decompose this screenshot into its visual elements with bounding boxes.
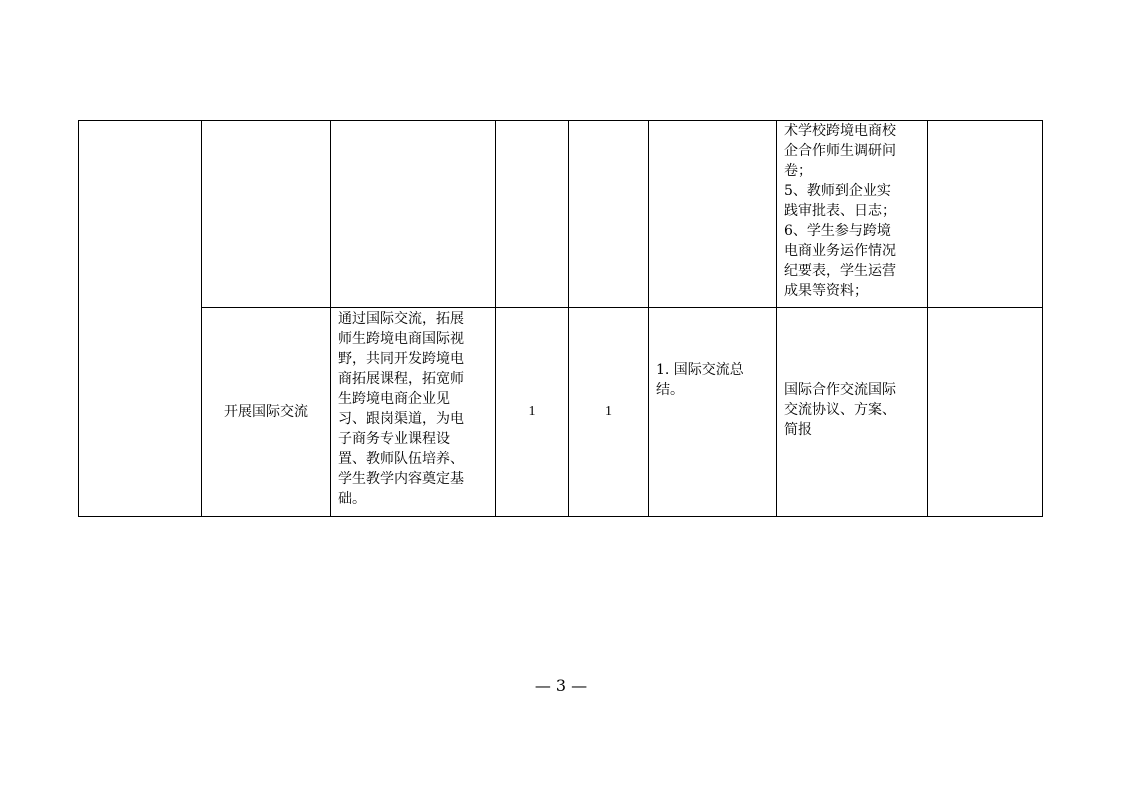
evidence-line: 企合作师生调研问 <box>784 143 896 159</box>
evidence-line: 术学校跨境电商校 <box>784 123 896 139</box>
evidence-line: 践审批表、日志； <box>784 203 896 219</box>
category-cell <box>79 121 202 517</box>
description-line: 生跨境电商企业见 <box>338 391 450 407</box>
evidence-line: 5、教师到企业实 <box>784 183 891 199</box>
description-line: 础。 <box>338 491 366 507</box>
remarks-cell <box>928 121 1043 308</box>
evidence-line: 纪要表，学生运营 <box>784 263 896 279</box>
value-b-cell <box>569 308 649 517</box>
outcome-line: 1. 国际交流总 <box>656 362 744 378</box>
description-line: 习、跟岗渠道，为电 <box>338 411 464 427</box>
value-a: 1 <box>528 404 536 419</box>
page-number: — 3 — <box>534 676 588 695</box>
evidence-line: 6、学生参与跨境 <box>784 223 891 239</box>
description-line: 商拓展课程，拓宽师 <box>338 371 464 387</box>
description-line: 通过国际交流，拓展 <box>338 311 464 327</box>
outcome-cell <box>649 121 777 308</box>
evidence-cell <box>777 308 928 517</box>
project-table <box>78 120 1043 517</box>
evidence-line: 简报 <box>784 422 812 438</box>
project-cell <box>202 121 331 308</box>
description-line: 师生跨境电商国际视 <box>338 331 464 347</box>
outcome-line: 结。 <box>656 382 684 398</box>
evidence-cell <box>777 121 928 308</box>
description-line: 学生教学内容奠定基 <box>338 471 464 487</box>
outcome-cell <box>649 308 777 517</box>
evidence-line: 成果等资料； <box>784 283 868 299</box>
project-cell <box>202 308 331 517</box>
evidence-line: 交流协议、方案、 <box>784 402 896 418</box>
description-cell <box>331 308 496 517</box>
description-line: 子商务专业课程设 <box>338 431 450 447</box>
description-cell <box>331 121 496 308</box>
evidence-line: 卷； <box>784 163 812 179</box>
table-row <box>79 308 1043 517</box>
table-row <box>79 121 1043 308</box>
remarks-cell <box>928 308 1043 517</box>
project-name: 开展国际交流 <box>224 404 308 420</box>
value-a-cell <box>496 121 569 308</box>
value-a-cell <box>496 308 569 517</box>
value-b: 1 <box>605 404 612 419</box>
evidence-line: 电商业务运作情况 <box>784 243 896 259</box>
description-line: 置、教师队伍培养、 <box>338 451 464 467</box>
description-line: 野，共同开发跨境电 <box>338 351 464 367</box>
evidence-line: 国际合作交流国际 <box>784 382 896 398</box>
value-b-cell <box>569 121 649 308</box>
